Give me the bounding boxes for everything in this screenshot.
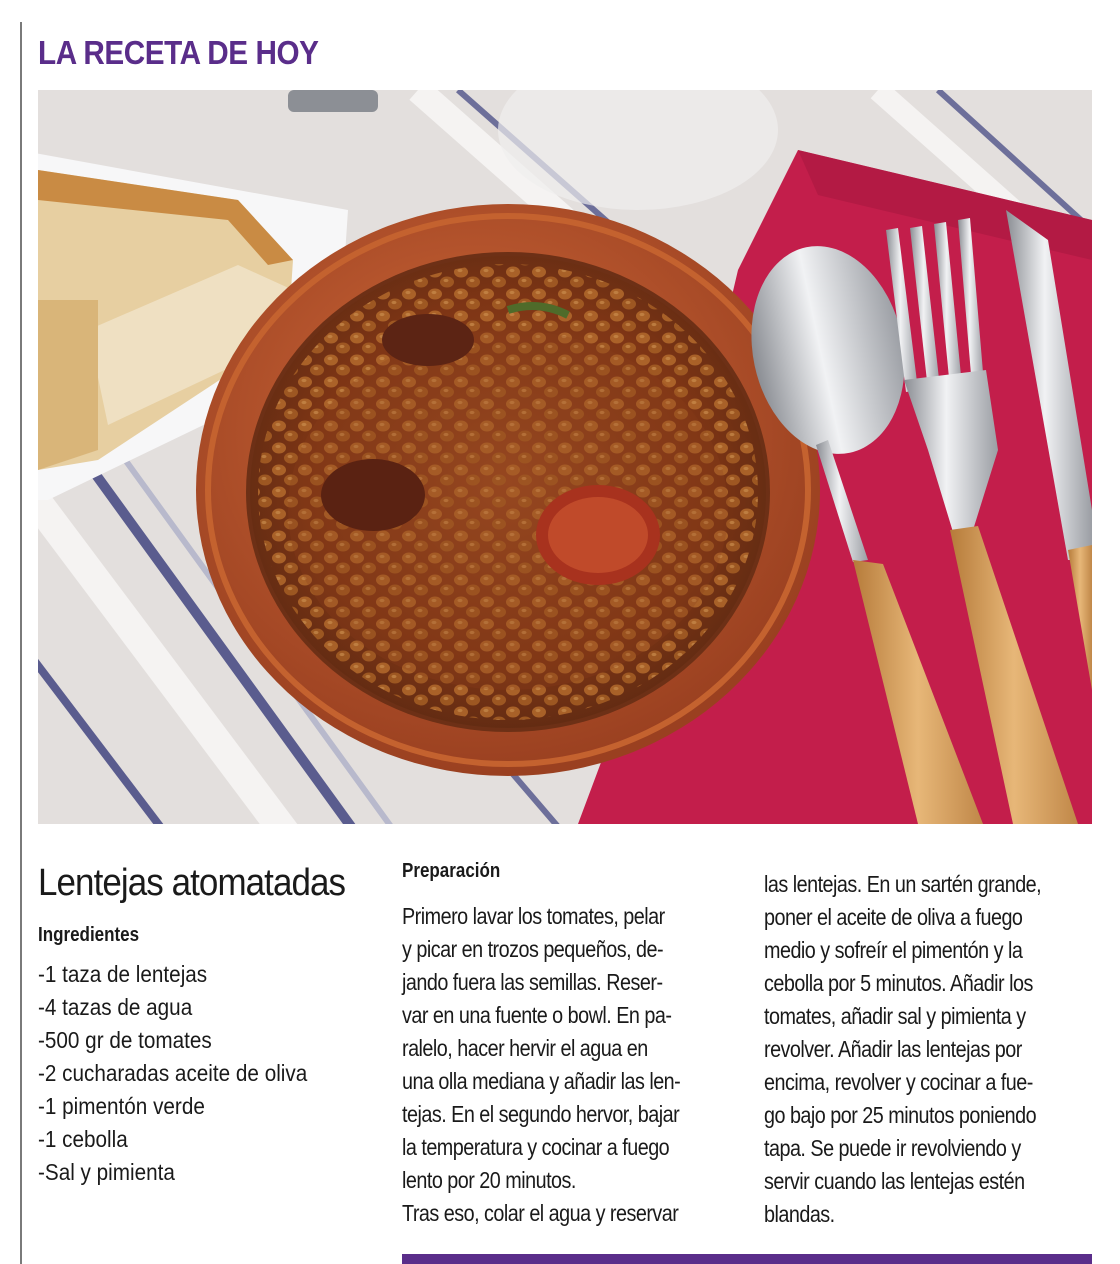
lentil-stew-illustration [38, 90, 1092, 824]
recipe-title: Lentejas atomatadas [38, 862, 346, 904]
preparation-column-2 [764, 868, 1094, 1231]
preparation-line: encima, revolver y cocinar a fue- [764, 1069, 1033, 1095]
preparation-line: lento por 20 minutos. [402, 1167, 576, 1193]
ingredient-item: -500 gr de tomates [38, 1027, 212, 1053]
preparation-line: revolver. Añadir las lentejas por [764, 1036, 1022, 1062]
preparation-line: medio y sofreír el pimentón y la [764, 937, 1023, 963]
preparation-line: las lentejas. En un sartén grande, [764, 871, 1042, 897]
preparation-line: servir cuando las lentejas estén [764, 1168, 1025, 1194]
ingredient-item: -4 tazas de agua [38, 994, 193, 1020]
section-title: LA RECETA DE HOY [38, 34, 319, 71]
preparation-line: Tras eso, colar el agua y reservar [402, 1200, 679, 1226]
preparation-line: jando fuera las semillas. Reser- [402, 969, 663, 995]
ingredient-item: -Sal y pimienta [38, 1159, 175, 1185]
ingredients-column [38, 856, 378, 1189]
ingredient-item: -2 cucharadas aceite de oliva [38, 1060, 308, 1086]
preparation-line: tapa. Se puede ir revolviendo y [764, 1135, 1021, 1161]
ingredients-heading: Ingredientes [38, 924, 140, 946]
ingredient-item: -1 taza de lentejas [38, 961, 208, 987]
recipe-photo [38, 90, 1092, 824]
preparation-column-1 [402, 856, 732, 1230]
left-column-rule [20, 22, 22, 1264]
ingredient-item: -1 pimentón verde [38, 1093, 205, 1119]
preparation-line: una olla mediana y añadir las len- [402, 1068, 681, 1094]
preparation-text-1 [402, 900, 732, 1230]
bottom-accent-bar [402, 1254, 1092, 1264]
preparation-line: ralelo, hacer hervir el agua en [402, 1035, 648, 1061]
ingredients-list [38, 958, 378, 1189]
preparation-line: go bajo por 25 minutos poniendo [764, 1102, 1037, 1128]
preparation-line: cebolla por 5 minutos. Añadir los [764, 970, 1033, 996]
preparation-line: poner el aceite de oliva a fuego [764, 904, 1023, 930]
preparation-line: y picar en trozos pequeños, de- [402, 936, 664, 962]
preparation-line: la temperatura y cocinar a fuego [402, 1134, 670, 1160]
preparation-line: Primero lavar los tomates, pelar [402, 903, 665, 929]
preparation-line: tejas. En el segundo hervor, bajar [402, 1101, 680, 1127]
preparation-line: blandas. [764, 1201, 835, 1227]
preparation-heading: Preparación [402, 860, 501, 882]
preparation-line: tomates, añadir sal y pimienta y [764, 1003, 1026, 1029]
ingredient-item: -1 cebolla [38, 1126, 128, 1152]
preparation-line: var en una fuente o bowl. En pa- [402, 1002, 672, 1028]
